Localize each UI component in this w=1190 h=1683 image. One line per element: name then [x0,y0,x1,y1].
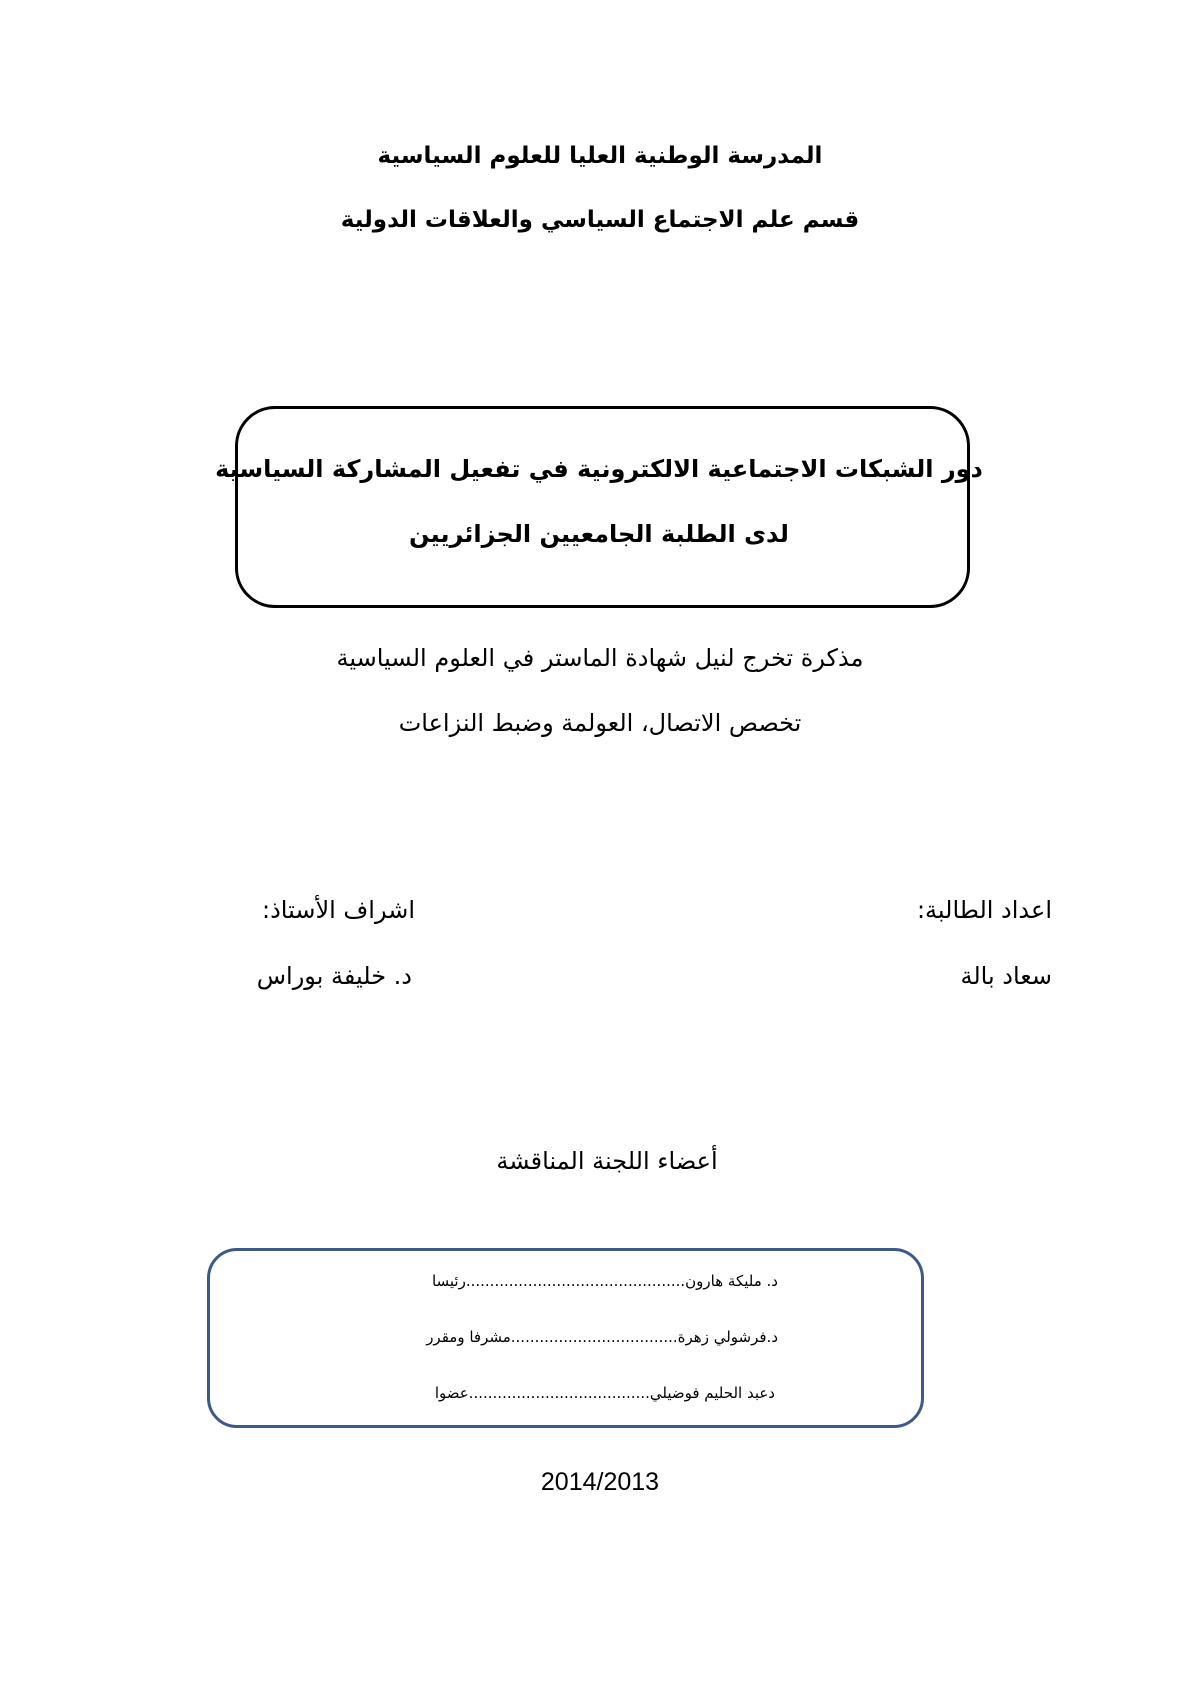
committee-heading: أعضاء اللجنة المناقشة [496,1147,718,1175]
institution-name: المدرسة الوطنية العليا للعلوم السياسية [377,143,823,169]
supervisor-name: د. خليفة بوراس [256,962,412,990]
specialty-statement: تخصص الاتصال، العولمة وضبط النزاعات [398,709,802,737]
title-frame [235,406,970,608]
degree-statement: مذكرة تخرج لنيل شهادة الماستر في العلوم السياسية [336,644,864,672]
student-label: اعداد الطالبة: [916,896,1052,924]
student-name: سعاد بالة [960,962,1052,990]
committee-member-examiner: دعبد الحليم فوضيلي......................................عضوا [434,1384,775,1402]
committee-member-supervisor: د.فرشولي زهرة...................................مشرفا ومقرر [426,1328,778,1346]
supervisor-label: اشراف الأستاذ: [262,896,415,924]
department-name: قسم علم الاجتماع السياسي والعلاقات الدولية [340,207,860,233]
thesis-title-line-1: دور الشبكات الاجتماعية الالكترونية في تفعيل المشاركة السياسية [215,455,983,483]
thesis-title-line-2: لدى الطلبة الجامعيين الجزائريين [409,520,789,548]
academic-year: 2014/2013 [540,1468,660,1496]
committee-member-chair: د. مليكة هارون..............................................رئيسا [431,1272,778,1290]
